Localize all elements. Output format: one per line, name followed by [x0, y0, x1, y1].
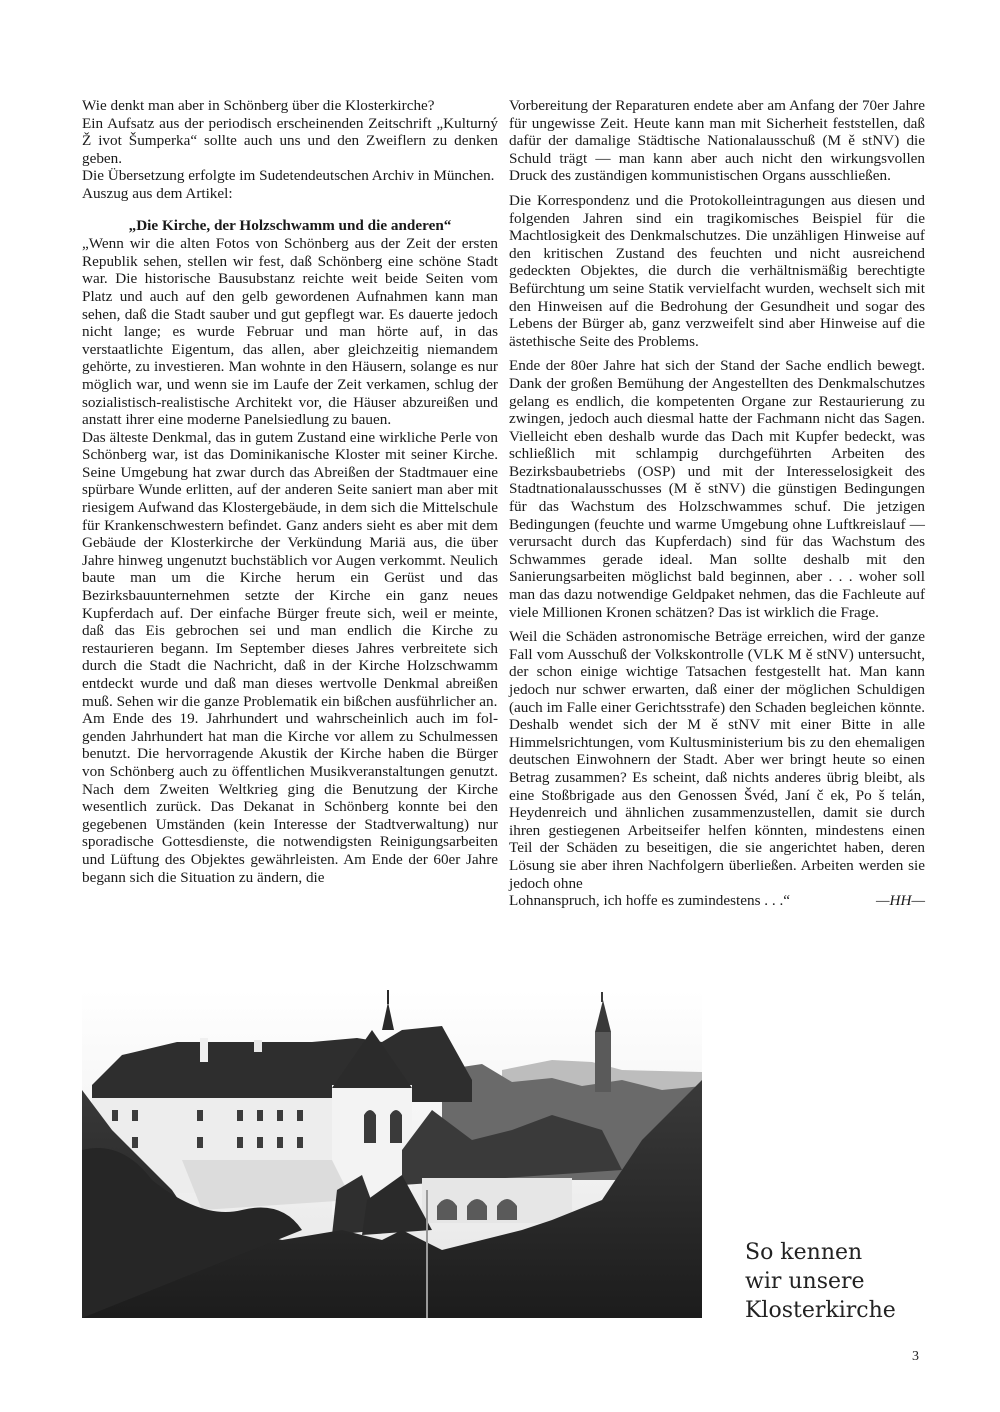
body-paragraph: Das älteste Denkmal, das in gutem Zustand eine wirkliche Perle von Schönberg war, ist das Dominikanische Kloster mit seiner Kirche. Seine Umgebung hat zwar durch das Abreißen der Stadtmauer eine spürbare Wunde erlitten, auf der anderen Seite saniert man aber mit riesigem Aufwand das Klostergebäude, in dem sich die Mittelschule für Krankenschwestern befindet. Ganz anders sieht es aber mit dem Gebäude der Klosterkirche der Verkündung Mariä aus, die über Jahre hinweg ungenutzt buchstäblich vor Augen verkommt. Neulich baute man um die Kirche herum ein Gerüst und das Bezirksbauunternehmen setzte der Kirche ein ganz neues Kupferdach auf. Der einfache Bürger freute sich, weil er meinte, daß das Eis gebrochen sei und man endlich die Kirche zu restaurieren begann. Im September dieses Jahres verbreitete sich durch die Stadt die Nachricht, daß in der Kirche Holzschwamm entdeckt wurde und daß man dieses wertvolle Denkmal abreißen muß. Sehen wir die ganze Problematik ein bißchen ausführlicher an.: [82, 428, 498, 710]
body-paragraph: Am Ende des 19. Jahrhundert und wahrscheinlich auch im folgenden Jahrhundert hat man die Kirche vor allem zu Schulmessen benutzt. Die hervorragende Akustik der Kirche haben die Bürger von Schönberg auch zu öffentlichen Musikveranstaltungen genutzt. Nach dem Zweiten Weltkrieg ging die Benutzung der Kirche wesentlich zurück. Das Dekanat in Schönberg konnte bei den gegebenen Umständen (kein Interesse der Stadtverwaltung) nur sporadische Gottesdienste, die notwendigsten Reinigungsarbeiten und Lüftung des Objektes gewährleisten. Am Ende der 60er Jahre begann sich die Situation zu ändern, die: [82, 710, 498, 886]
caption-line: Klosterkirche: [745, 1298, 896, 1323]
photo-caption: [745, 1238, 896, 1325]
caption-line: wir unsere: [745, 1269, 865, 1294]
article-heading: „Die Kirche, der Holzschwamm und die anderen“: [128, 216, 452, 234]
body-paragraph: „Wenn wir die alten Fotos von Schönberg aus der Zeit der ersten Republik sehen, stellen wir fest, daß Schönberg eine schöne Stadt war. Die historische Bausubstanz reichte weit beide Seiten vom Platz und auch auf den gelb gewordenen Aufnahmen kann man sehen, daß die Stadt sauber und gut gepflegt war. Es dauerte jedoch nicht lange; es wurde Februar und man hörte auf, in das verstaatlichte Eigentum, das allen, aber gleichzeitig niemandem gehörte, zu investieren. Man wohnte in den Häusern, solange es nur möglich war, und wenn sie im Laufe der Zeit verkamen, schlug der sozialistisch-realistische Architekt vor, die Häuser abzureißen und anstatt ihrer eine moderne Panelsiedlung zu bauen.: [82, 235, 498, 429]
intro-excerpt-label: Auszug aus dem Artikel:: [82, 184, 233, 202]
monastery-church-photo: [82, 990, 702, 1318]
intro-translation-note: Die Übersetzung erfolgte im Sudetendeutschen Archiv in München.: [82, 167, 495, 185]
right-column: [509, 97, 925, 910]
photo-image: [82, 990, 702, 1318]
left-column: [82, 97, 498, 886]
body-paragraph: Vorbereitung der Reparaturen endete aber am Anfang der 70er Jahre für ungewisse Zeit. Heute kann man mit Sicherheit feststellen, daß dafür der damalige Städtische Nationalausschuß (M ě stNV) die Schuld trägt — man kann aber auch nicht den wirkungsvollen Druck des zuständigen kommunistischen Organs ausschließen.: [509, 97, 925, 185]
page-number: 3: [912, 1349, 919, 1364]
closing-line: [509, 892, 925, 910]
body-paragraph: Die Korrespondenz und die Protokolleintragungen aus diesen und folgenden Jahren sind ein tragikomisches Beispiel für die Machtlosigkeit des Denkmalschutzes. Die unzähligen Hinweise auf den kritischen Zustand des feuchten und nicht ausreichend gedeckten Objektes, die durch die verhältnismäßig berechtigte Befürchtung um seine Statik vervielfacht wurden, wechselt sich mit den Hinweisen auf die Bedrohung der Gesundheit und sogar des Lebens der Bürger ab, ganz verzweifelt sind aber Hinweise auf die ästethische Seite des Problems.: [509, 191, 925, 350]
intro-question: Wie denkt man aber in Schönberg über die Klosterkirche?: [82, 97, 435, 114]
intro-source: Ein Aufsatz aus der periodisch erscheinenden Zeitschrift „Kulturný Ž ivot Šumperka“ sollte auch uns und den Zweiflern zu denken geben.: [82, 114, 498, 167]
author-signature: —HH—: [876, 892, 925, 910]
body-paragraph: Ende der 80er Jahre hat sich der Stand der Sache endlich bewegt. Dank der großen Bemühung der Angestellten des Denkmalschutzes gelang es endlich, die kompetenten Organe zur Restaurierung zu zwingen, jedoch auch diesmal hatte der Fachmann nicht das Sagen. Vielleicht eben deshalb wurde das Dach mit Kupfer bedeckt, was schließlich mit schlampig durchgeführten Arbeiten des Bezirksbaubetriebs (OSP) und mit der Interesselosigkeit des Stadtnationalausschusses (M ě stNV) die günstigen Bedingungen für das Wachstum des Holzschwammes schuf. Die jetzigen Bedingungen (feuchte und warme Umgebung ohne Luftkreislauf — verursacht durch das Kupferdach) sind für das Wachstum des Schwammes gerade ideal. Man sollte deshalb mit den Sanierungsarbeiten möglichst bald beginnen, aber . . . woher soll man das dazu notwendige Geldpaket nehmen, das die Fachleute auf viele Millionen Kronen schätzen? Das ist wirklich die Frage.: [509, 357, 925, 621]
body-paragraph: Weil die Schäden astronomische Beträge erreichen, wird der ganze Fall vom Ausschuß der Volkskontrolle (VLK M ě stNV) untersucht, der schon einige wichtige Tatsachen festgestellt hat. Man kann jedoch nur schwer erwarten, daß einer der möglichen Schuldigen (auch im Falle einer Gerichtsstrafe) den Schaden begleichen könnte. Deshalb wendet sich der M ě stNV mit einer Bitte in alle Himmelsrichtungen, vom Kultusministerium bis zu den ehemaligen deutschen Einwohnern der Stadt. Aber wer bringt heute so einen Betrag zusammen? Es scheint, daß nichts anderes übrig bleibt, als eine Stoßbrigade aus den Genossen Švéd, Janí č ek, Po š telán, Heydenreich und ähnlichen zusammenzustellen, damit sie durch ihren gestiegenen Arbeitseifer helfen könnten, mindestens einen Teil der Schäden zu beseitigen, die sie angerichtet haben, deren Lösung sie aber ihren Nachfolgern überließen. Arbeiten werden sie jedoch ohne: [509, 628, 925, 892]
caption-line: So kennen: [745, 1240, 863, 1265]
closing-text: Lohnanspruch, ich hoffe es zumindestens . . .“: [509, 892, 791, 910]
